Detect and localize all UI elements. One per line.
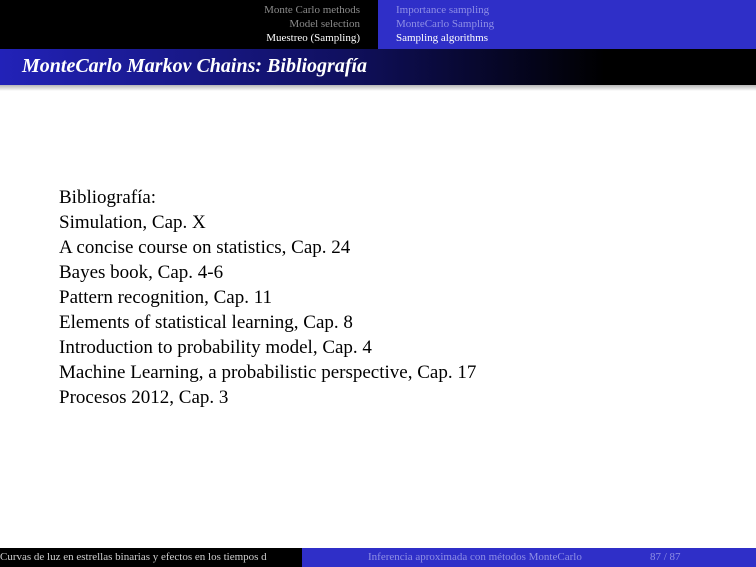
bibliography-entry: Elements of statistical learning, Cap. 8 — [59, 312, 353, 333]
nav-subsection-montecarlo-sampling[interactable]: MonteCarlo Sampling — [396, 18, 495, 30]
nav-subsection-importance-sampling[interactable]: Importance sampling — [396, 4, 490, 16]
bibliography-entry: Simulation, Cap. X — [59, 212, 206, 233]
bibliography-entry: Bayes book, Cap. 4-6 — [59, 262, 224, 283]
nav-section-muestreo[interactable]: Muestreo (Sampling) — [266, 32, 360, 44]
title-bar-shadow — [0, 85, 756, 91]
bibliography-entry: Pattern recognition, Cap. 11 — [59, 287, 272, 308]
footer-bar — [0, 548, 756, 567]
footer-page-number: 87 / 87 — [650, 551, 681, 563]
nav-subsection-sampling-algorithms[interactable]: Sampling algorithms — [396, 32, 488, 44]
top-navigation-bar — [0, 0, 756, 49]
bibliography-entry: Machine Learning, a probabilistic perspective, Cap. 17 — [59, 362, 477, 383]
section-navigation — [0, 0, 378, 49]
bibliography-entry: Introduction to probability model, Cap. 4 — [59, 337, 372, 358]
bibliography-entry: Procesos 2012, Cap. 3 — [59, 387, 229, 408]
slide-body — [59, 185, 476, 410]
footer-right — [302, 548, 756, 567]
bibliography-heading: Bibliografía: — [59, 187, 157, 208]
footer-author-title: Curvas de luz en estrellas binarias y efectos en los tiempos d — [0, 548, 302, 567]
footer-short-title: Inferencia aproximada con métodos MonteCarlo — [368, 551, 582, 563]
frame-title: MonteCarlo Markov Chains: Bibliografía — [22, 55, 368, 77]
nav-section-model-selection[interactable]: Model selection — [289, 18, 360, 30]
nav-section-monte-carlo-methods[interactable]: Monte Carlo methods — [264, 4, 360, 16]
subsection-navigation — [378, 0, 756, 49]
bibliography-entry: A concise course on statistics, Cap. 24 — [59, 237, 351, 258]
